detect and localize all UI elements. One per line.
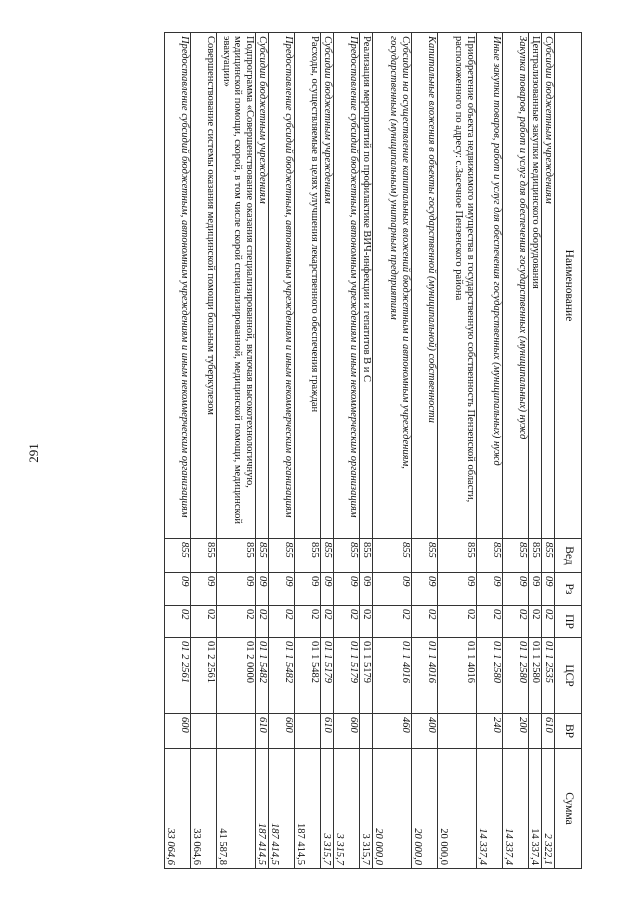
row-ved: 855 [412, 539, 438, 573]
row-name: Приобретение объекта недвижимого имущества в государственную собственность Пензенской области, расположенного по адресу: с.Засечное Пензенского района [438, 33, 477, 539]
row-pr: 02 [295, 606, 321, 638]
row-sum: 20 000,0 [412, 749, 438, 869]
row-name: Реализация мероприятий по профилактике ВИЧ-инфекции и гепатитов В и С [360, 33, 373, 539]
row-name: Капитальные вложения в объекты государственной (муниципальной) собственности [412, 33, 438, 539]
row-csr: 01 1 5179 [321, 638, 334, 714]
row-rz: 09 [360, 573, 373, 606]
row-vr [295, 714, 321, 749]
row-ved: 855 [191, 539, 217, 573]
row-name: Предоставление субсидий бюджетным, автономным учреждениям и иным некоммерческим организациям [334, 33, 360, 539]
row-vr [360, 714, 373, 749]
row-ved: 855 [477, 539, 503, 573]
row-pr: 02 [542, 606, 555, 638]
table-row [412, 33, 438, 869]
row-ved: 855 [269, 539, 295, 573]
table-row [373, 33, 412, 869]
row-csr: 01 1 2580 [503, 638, 529, 714]
row-ved: 855 [373, 539, 412, 573]
row-name: Субсидии бюджетным учреждениям [256, 33, 269, 539]
row-vr: 400 [412, 714, 438, 749]
row-pr: 02 [412, 606, 438, 638]
row-vr [529, 714, 542, 749]
row-csr: 01 1 5482 [256, 638, 269, 714]
table-row [503, 33, 529, 869]
row-pr: 02 [191, 606, 217, 638]
row-csr: 01 1 2580 [477, 638, 503, 714]
table-header-row [555, 33, 582, 869]
table-row [295, 33, 321, 869]
header-pr: ПР [555, 606, 582, 638]
table-row [360, 33, 373, 869]
row-rz: 09 [321, 573, 334, 606]
row-ved: 855 [542, 539, 555, 573]
row-vr: 610 [542, 714, 555, 749]
row-name: Предоставление субсидий бюджетным, автономным учреждениям и иным некоммерческим организациям [165, 33, 191, 539]
row-sum: 3 315,7 [334, 749, 360, 869]
row-ved: 855 [165, 539, 191, 573]
row-rz: 09 [412, 573, 438, 606]
row-rz: 09 [529, 573, 542, 606]
table-row [269, 33, 295, 869]
row-ved: 855 [438, 539, 477, 573]
row-name: Подпрограмма «Совершенствование оказания специализированной, включая высокотехнологичную, медицинской помощи, скорой, в том числе скорой специализированной, медицинской помощи, медицинской эвакуации» [217, 33, 256, 539]
row-ved: 855 [334, 539, 360, 573]
row-vr: 600 [334, 714, 360, 749]
row-rz: 09 [295, 573, 321, 606]
row-pr: 02 [529, 606, 542, 638]
header-sum: Сумма [555, 749, 582, 869]
header-name: Наименование [555, 33, 582, 539]
page-number: 291 [26, 443, 41, 463]
row-sum: 33 064,6 [165, 749, 191, 869]
row-rz: 09 [503, 573, 529, 606]
row-pr: 02 [269, 606, 295, 638]
row-name: Иные закупки товаров, работ и услуг для обеспечения государственных (муниципальных) нужд [477, 33, 503, 539]
table-row [542, 33, 555, 869]
row-csr: 01 1 4016 [438, 638, 477, 714]
row-vr [191, 714, 217, 749]
row-vr: 610 [321, 714, 334, 749]
row-ved: 855 [321, 539, 334, 573]
row-ved: 855 [295, 539, 321, 573]
row-vr: 610 [256, 714, 269, 749]
row-pr: 02 [438, 606, 477, 638]
budget-table [164, 32, 582, 869]
row-pr: 02 [217, 606, 256, 638]
row-csr: 01 1 5179 [360, 638, 373, 714]
row-csr: 01 1 5482 [295, 638, 321, 714]
row-rz: 09 [477, 573, 503, 606]
row-pr: 02 [334, 606, 360, 638]
table-row [529, 33, 542, 869]
table-row [334, 33, 360, 869]
row-sum: 14 337,4 [529, 749, 542, 869]
row-ved: 855 [256, 539, 269, 573]
row-pr: 02 [256, 606, 269, 638]
row-name: Расходы, осуществляемые в целях улучшения лекарственного обеспечения граждан [295, 33, 321, 539]
row-pr: 02 [360, 606, 373, 638]
row-name: Предоставление субсидий бюджетным, автономным учреждениям и иным некоммерческим организациям [269, 33, 295, 539]
row-csr: 01 1 5482 [269, 638, 295, 714]
table-row [165, 33, 191, 869]
row-csr: 01 2 0000 [217, 638, 256, 714]
row-csr: 01 1 5179 [334, 638, 360, 714]
row-sum: 187 414,5 [269, 749, 295, 869]
header-csr: ЦСР [555, 638, 582, 714]
row-csr: 01 2 2561 [191, 638, 217, 714]
row-sum: 41 587,8 [217, 749, 256, 869]
header-rz: Рз [555, 573, 582, 606]
row-rz: 09 [269, 573, 295, 606]
header-ved: Вед [555, 539, 582, 573]
row-rz: 09 [256, 573, 269, 606]
row-csr: 01 1 2580 [529, 638, 542, 714]
row-ved: 855 [360, 539, 373, 573]
row-rz: 09 [191, 573, 217, 606]
row-name: Субсидии бюджетным учреждениям [542, 33, 555, 539]
row-name: Централизованные закупки медицинского оборудования [529, 33, 542, 539]
row-sum: 14 337,4 [503, 749, 529, 869]
row-sum: 187 414,5 [256, 749, 269, 869]
table-row [217, 33, 256, 869]
row-sum: 3 315,7 [321, 749, 334, 869]
row-csr: 01 2 2561 [165, 638, 191, 714]
row-sum: 3 315,7 [360, 749, 373, 869]
table-row [191, 33, 217, 869]
row-vr [217, 714, 256, 749]
row-vr: 200 [503, 714, 529, 749]
table-row [477, 33, 503, 869]
row-pr: 02 [477, 606, 503, 638]
row-sum: 20 000,0 [438, 749, 477, 869]
row-ved: 855 [217, 539, 256, 573]
row-ved: 855 [503, 539, 529, 573]
row-rz: 09 [542, 573, 555, 606]
row-csr: 01 1 4016 [373, 638, 412, 714]
row-vr: 460 [373, 714, 412, 749]
table-row [438, 33, 477, 869]
row-rz: 09 [334, 573, 360, 606]
table-row [256, 33, 269, 869]
row-pr: 02 [373, 606, 412, 638]
row-name: Субсидии бюджетным учреждениям [321, 33, 334, 539]
budget-table-container [92, 32, 582, 868]
row-name: Совершенствование системы оказания медицинской помощи больным туберкулезом [191, 33, 217, 539]
row-ved: 855 [529, 539, 542, 573]
row-vr [438, 714, 477, 749]
header-vr: ВР [555, 714, 582, 749]
table-body [165, 33, 555, 869]
row-rz: 09 [165, 573, 191, 606]
row-vr: 600 [165, 714, 191, 749]
row-csr: 01 1 2535 [542, 638, 555, 714]
row-csr: 01 1 4016 [412, 638, 438, 714]
row-sum: 20 000,0 [373, 749, 412, 869]
row-rz: 09 [438, 573, 477, 606]
row-sum: 2 322,1 [542, 749, 555, 869]
row-vr: 240 [477, 714, 503, 749]
row-name: Субсидии на осуществление капитальных вложений бюджетным и автономным учреждениям, государственным (муниципальным) унитарным предприятиям [373, 33, 412, 539]
row-pr: 02 [165, 606, 191, 638]
row-vr: 600 [269, 714, 295, 749]
row-pr: 02 [321, 606, 334, 638]
row-sum: 14 337,4 [477, 749, 503, 869]
row-sum: 33 064,6 [191, 749, 217, 869]
row-pr: 02 [503, 606, 529, 638]
row-sum: 187 414,5 [295, 749, 321, 869]
table-row [321, 33, 334, 869]
row-rz: 09 [373, 573, 412, 606]
row-name: Закупка товаров, работ и услуг для обеспечения государственных (муниципальных) нужд [503, 33, 529, 539]
row-rz: 09 [217, 573, 256, 606]
